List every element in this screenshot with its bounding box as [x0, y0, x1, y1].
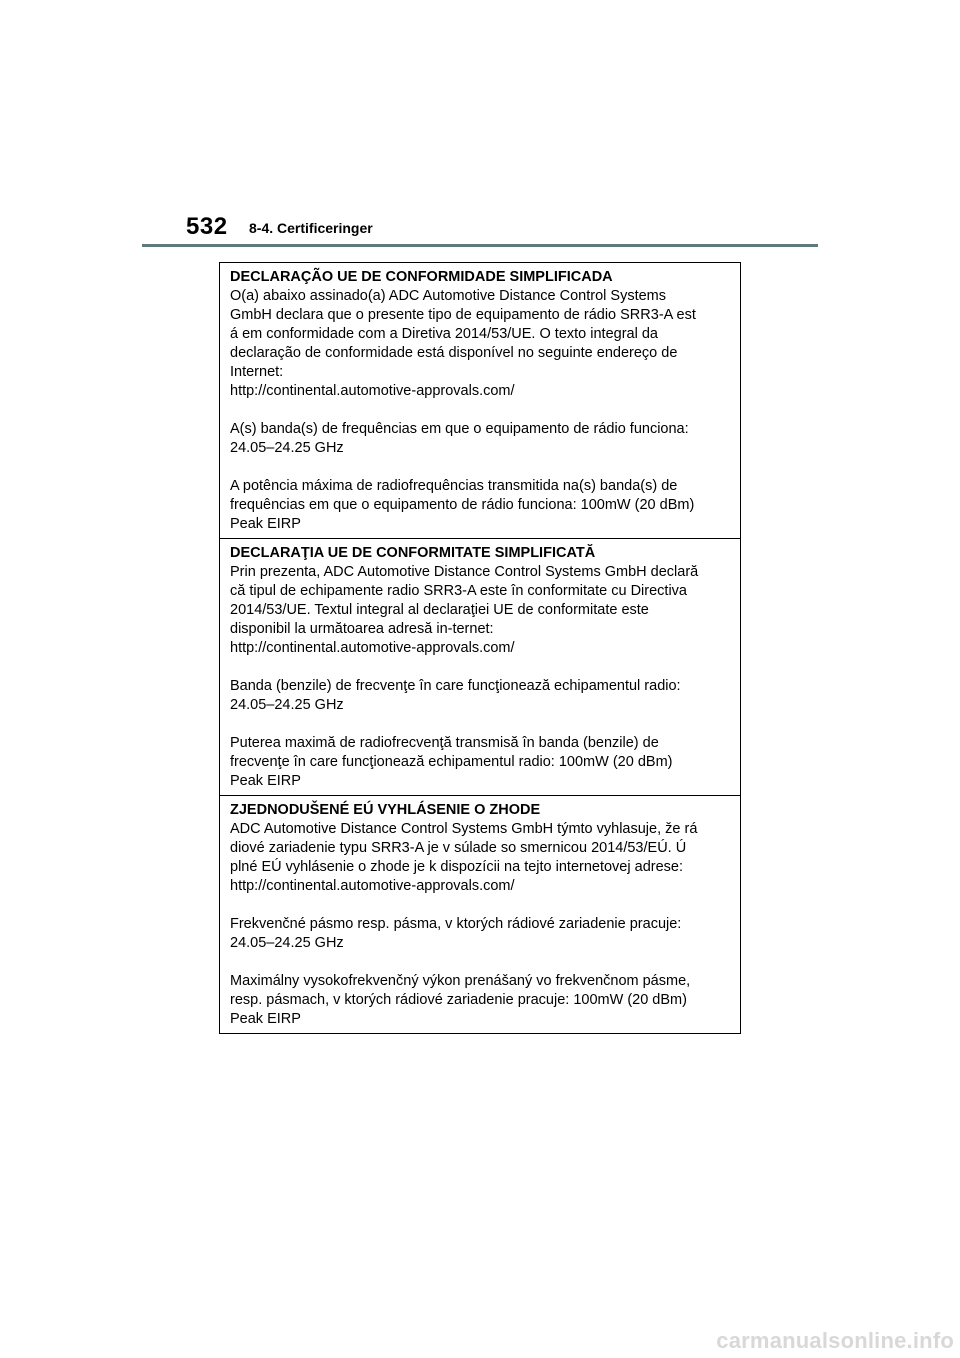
declaration-frequency-band: Banda (benzile) de frecvenţe în care funcţionează echipamentul radio: 24.05–24.25 GHz: [230, 678, 681, 713]
declaration-max-power: A potência máxima de radiofrequências transmitida na(s) banda(s) de frequências em que o equipamento de rádio funciona: 100mW (20 dBm) Peak EIRP: [230, 478, 695, 532]
declaration-max-power: Maximálny vysokofrekvenčný výkon prenášaný vo frekvenčnom pásme, resp. pásmach, v ktorých rádiové zariadenie pracuje: 100mW (20 dBm) Peak EIRP: [230, 973, 691, 1027]
declaration-portuguese: [220, 263, 740, 538]
declaration-max-power: Puterea maximă de radiofrecvenţă transmisă în banda (benzile) de frecvenţe în care funcţionează echipamentul radio: 100mW (20 dBm) Peak EIRP: [230, 735, 673, 789]
declaration-frequency-band: A(s) banda(s) de frequências em que o equipamento de rádio funciona: 24.05–24.25 GHz: [230, 421, 689, 456]
declaration-statement: O(a) abaixo assinado(a) ADC Automotive Distance Control Systems GmbH declara que o presente tipo de equipamento de rádio SRR3-A est á em conformidade com a Diretiva 2014/53/UE. O texto integral da declaração de conformidade está disponível no seguinte endereço de Internet: http://continental.automotive-approvals.com/: [230, 288, 696, 399]
declaration-romanian: [220, 538, 740, 795]
page-number: 532: [186, 213, 228, 240]
declaration-heading: DECLARAŢIA UE DE CONFORMITATE SIMPLIFICATĂ: [230, 545, 596, 561]
header-divider: [142, 244, 818, 247]
declaration-heading: ZJEDNODUŠENÉ EÚ VYHLÁSENIE O ZHODE: [230, 802, 541, 818]
section-title: 8-4. Certificeringer: [249, 220, 373, 236]
declaration-heading: DECLARAÇÃO UE DE CONFORMIDADE SIMPLIFICADA: [230, 269, 613, 285]
declaration-slovak: [220, 795, 740, 1033]
declaration-statement: Prin prezenta, ADC Automotive Distance Control Systems GmbH declară că tipul de echipamente radio SRR3-A este în conformitate cu Directiva 2014/53/UE. Textul integral al declaraţiei UE de conformitate este disponibil la următoarea adresă in-ternet: http://continental.automotive-approvals.com/: [230, 564, 699, 656]
declaration-frequency-band: Frekvenčné pásmo resp. pásma, v ktorých rádiové zariadenie pracuje: 24.05–24.25 GHz: [230, 916, 682, 951]
declaration-table: [219, 262, 741, 1034]
declaration-statement: ADC Automotive Distance Control Systems GmbH týmto vyhlasuje, že rá diové zariadenie typu SRR3-A je v súlade so smernicou 2014/53/EÚ. Ú plné EÚ vyhlásenie o zhode je k dispozícii na tejto internetovej adrese: http://continental.automotive-approvals.com/: [230, 821, 698, 894]
footer-watermark[interactable]: carmanualsonline.info: [716, 1328, 954, 1353]
